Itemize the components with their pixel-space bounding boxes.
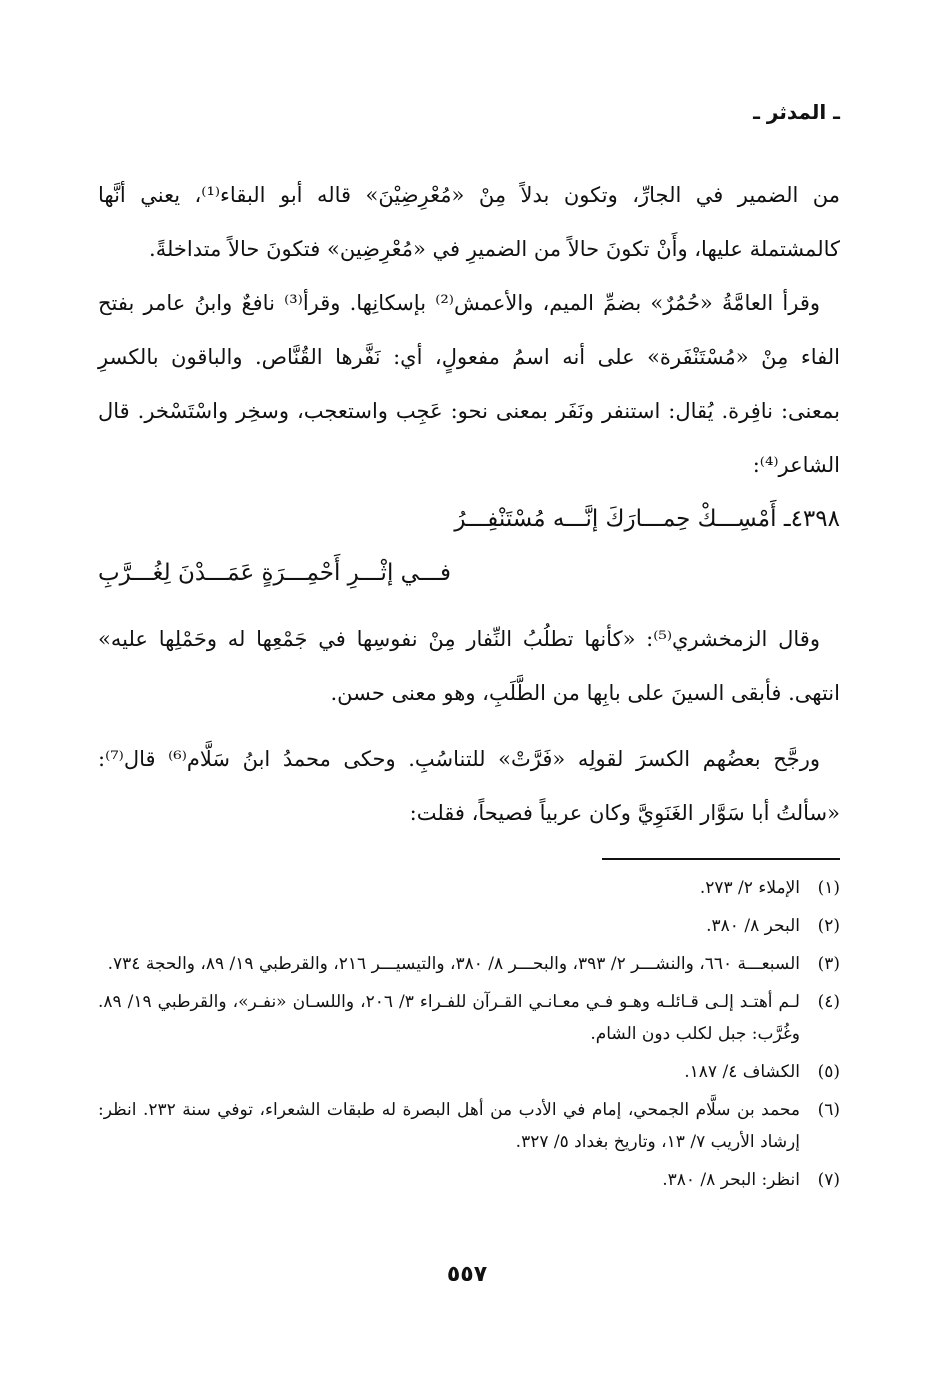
footnote-6 (98, 1094, 840, 1158)
footnote-text: الإملاء ٢/ ٢٧٣. (699, 878, 800, 898)
footnote-3 (98, 948, 840, 980)
footnote-number: (٦) (817, 1100, 840, 1120)
footnote-number: (١) (817, 878, 840, 898)
footnote-5 (98, 1056, 840, 1088)
verse-number: ٤٣٩٨ـ (783, 506, 840, 532)
footnote-text: محمد بن سلَّام الجمحي، إمام في الأدب من أهل البصرة له طبقات الشعراء، توفي سنة ٢٣٢. انظر: إرشاد الأريب ٧/ ١٣، وتاريخ بغداد ٥/ ٣٢٧. (98, 1100, 800, 1152)
main-text (98, 168, 840, 840)
footnote-number: (٥) (817, 1062, 840, 1082)
paragraph-1: من الضمير في الجارِّ، وتكون بدلاً مِنْ «مُعْرِضِيْنَ» قاله أبو البقاء⁽¹⁾، يعني أنَّها كالمشتملة عليها، وأَنْ تكونَ حالاً من الضميرِ في «مُعْرِضِين» فتكونَ حالاً متداخلةً. (98, 183, 841, 261)
footnote-number: (٤) (817, 992, 840, 1012)
footnote-4 (98, 986, 840, 1050)
paragraph-4: ورجَّح بعضُهم الكسرَ لقولِه «فَرَّتْ» للتناسُبِ. وحكى محمدُ ابنُ سَلَّام⁽⁶⁾ قال⁽⁷⁾: «سألتُ أبا سَوَّار الغَنَوِيَّ وكان عربياً فصيحاً، فقلت: (98, 747, 840, 825)
footnote-text: السبعـــة ٦٦٠، والنشـــر ٢/ ٣٩٣، والبحـــر ٨/ ٣٨٠، والتيسيـــر ٢١٦، والقرطبي ١٩/ ٨٩، والحجة ٧٣٤. (107, 954, 800, 974)
verse-first-hemistich (98, 492, 840, 546)
verse-block (98, 492, 840, 600)
footnote-text: انظر: البحر ٨/ ٣٨٠. (662, 1170, 800, 1190)
footnote-separator (602, 858, 840, 860)
paragraph-3: وقال الزمخشري⁽⁵⁾: «كأنها تطلُبُ النِّفار مِنْ نفوسِها في جَمْعِها له وحَمْلِها عليه» انتهى. فأبقى السينَ على بابِها من الطَّلَبِ، وهو معنى حسن. (98, 627, 840, 705)
page-number: ٥٥٧ (446, 1262, 488, 1287)
footnote-7 (98, 1164, 840, 1196)
footnote-text: الكشاف ٤/ ١٨٧. (684, 1062, 800, 1082)
running-head-title: ـ المدثر ـ (753, 100, 840, 124)
footnote-text: لـم أهتـد إلـى قـائلـه وهـو فـي معـانـي القـرآن للفـراء ٣/ ٢٠٦، واللسـان «نفـر»، والقرطبي ١٩/ ٨٩. وغُرَّب: جبل لكلب دون الشام. (98, 992, 800, 1044)
footnote-1 (98, 872, 840, 904)
footnotes (98, 872, 840, 1202)
paragraph-2: وقرأ العامَّةُ «حُمُرٌ» بضمِّ الميم، والأعمش⁽²⁾ بإسكانِها. وقرأ⁽³⁾ نافعٌ وابنُ عامر بفتح الفاء مِنْ «مُسْتَنْفَرة» على أنه اسمُ مفعولٍ، أي: نَفَّرها القُنَّاص. والباقون بالكسرِ بمعنى: نافِرة. يُقال: استنفر ونَفَر بمعنى نحو: عَجِب واستعجب، وسخِر واسْتَسْخر. قال الشاعر⁽⁴⁾: (98, 291, 840, 477)
footnote-number: (٧) (817, 1170, 840, 1190)
footnote-number: (٢) (817, 916, 840, 936)
footnote-2 (98, 910, 840, 942)
footnote-text: البحر ٨/ ٣٨٠. (706, 916, 800, 936)
verse-line-1: أَمْسِـــكْ حِمـــارَكَ إنَّـــه مُسْتَنْفِـــرُ (454, 506, 777, 532)
verse-line-2: فـــي إثْـــرِ أَحْمِـــرَةٍ عَمَـــدْنَ لِغُـــرَّبِ (98, 560, 452, 586)
footnote-number: (٣) (817, 954, 840, 974)
